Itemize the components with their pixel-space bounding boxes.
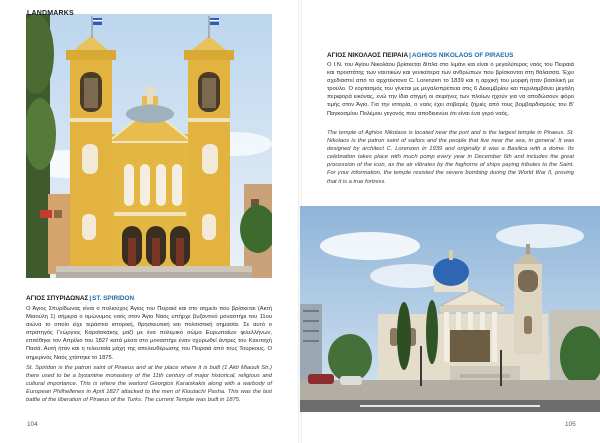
english-paragraph: The temple of Aghios Nikolaos is located near the port and is the largest temple in Piraeus. St. Nikolaos is the patron saint of sailors and the people that live near the sea, in general. It was designed by architect C. Lorenzen in 1939 and originally it was a Basilica with a dome. Its celebration takes place with much pomp every year in December 6th and includes the great procession of the icon, as the air vibrates by the foghorns of ships paying tributes to the Saint. For your information, the temple resisted the severe bombing during the World War II, proving that it is a true fortress. (327, 130, 574, 185)
heading-english: AGHIOS NIKOLAOS OF PIRAEUS (411, 52, 514, 59)
heading-english: ST. SPIRIDON (92, 295, 135, 302)
heading-greek: ΑΓΙΟΣ ΝΙΚΟΛΑΟΣ ΠΕΙΡΑΙΑ (327, 52, 409, 59)
heading-greek: ΑΓΙΟΣ ΣΠΥΡΙΔΩΝΑΣ (26, 295, 89, 302)
page-number: 105 (565, 421, 576, 428)
right-page (300, 0, 600, 443)
page-number: 104 (27, 421, 38, 428)
section-tag: LANDMARKS (27, 10, 74, 17)
aghios-nikolaos-heading (327, 52, 513, 59)
st-spiridon-photo (26, 14, 272, 278)
heading-divider: | (409, 52, 411, 59)
english-paragraph: St. Spiridon is the patron saint of Piraeus and at the place where it is built (1 Akti Miaouli Str.) there used to be a byzantine monastery of the 11th century of major historical, religious and cultural importance. This is where the warlord Georgios Karaiskakis along with a warbody of European Philhellenes in April 1827 attacked to the men of Kioutachi Pasha. This was the last battle of the liberation of Piraeus of the Turks. The current Temple was built in 1875. (26, 365, 272, 404)
heading-divider: | (89, 295, 92, 302)
greek-paragraph: Ο Άγιος Σπυρίδωνας είναι ο πολιούχος Άγιος του Πειραιά και στο σημείο που βρίσκεται (Ακτή Μιαούλη 1) σήμερα ο ομώνυμος ναός στον Άγιο Ναός υπήρχε βυζαντινό μοναστήρι του 11ου αιώνα το οποίο είχε τεράστια ιστορική, θρησκευτική και πολιτιστική σημασία. Σε αυτό ο στρατηγός Γεώργιος Καραϊσκάκης μαζί με ένα πολεμικό σώμα Ευρωπαίων φιλελλήνων, επιτέθηκε τον Απρίλιο του 1827 κατά μέσα στο μοναστήρι έναν οχυρωθεί άντρες του Κιουταχή Πασά. Αυτή ήταν και η τελευταία μάχη της απελευθέρωσης του Πειραιά από τους Τούρκους. Ο σημερινός Ναός χτίστηκε το 1875. (26, 306, 272, 361)
aghios-nikolaos-photo (300, 206, 600, 412)
st-spiridon-heading (26, 295, 134, 302)
greek-paragraph: Ο Ι.Ν. του Αγίου Νικολάου βρίσκεται δίπλα στο λιμάνι και είναι ο μεγαλύτερος ναός του Πειραιά και προστάτης των ναυτικών και γενικότερα των ανθρώπων που βρίσκονται στη θάλασσα. Έχει σχεδιαστεί από το αρχιτέκτονα C. Lorenzen το 1839 και η αρχική του μορφή ήταν βασιλική με τρούλο. Ο εορτασμός του γίνεται με μεγαλοπρέπεια στις 6 Δεκεμβρίου και περιλαμβάνει μεγάλη περιφορά εικόνας, ενώ την ίδια στιγμή οι σειρήνες των πλοίων ηχούν για να αποδώσουν φόρο τιμής στον Άγιο. Για την ιστορία, ο ναός έχει σοβαρές ζημιές από τους βομβαρδισμούς του Β' Παγκοσμίου Πολέμου γεγονός που αποδεικνύει ότι είναι ένα γερό ναός. (327, 62, 574, 117)
